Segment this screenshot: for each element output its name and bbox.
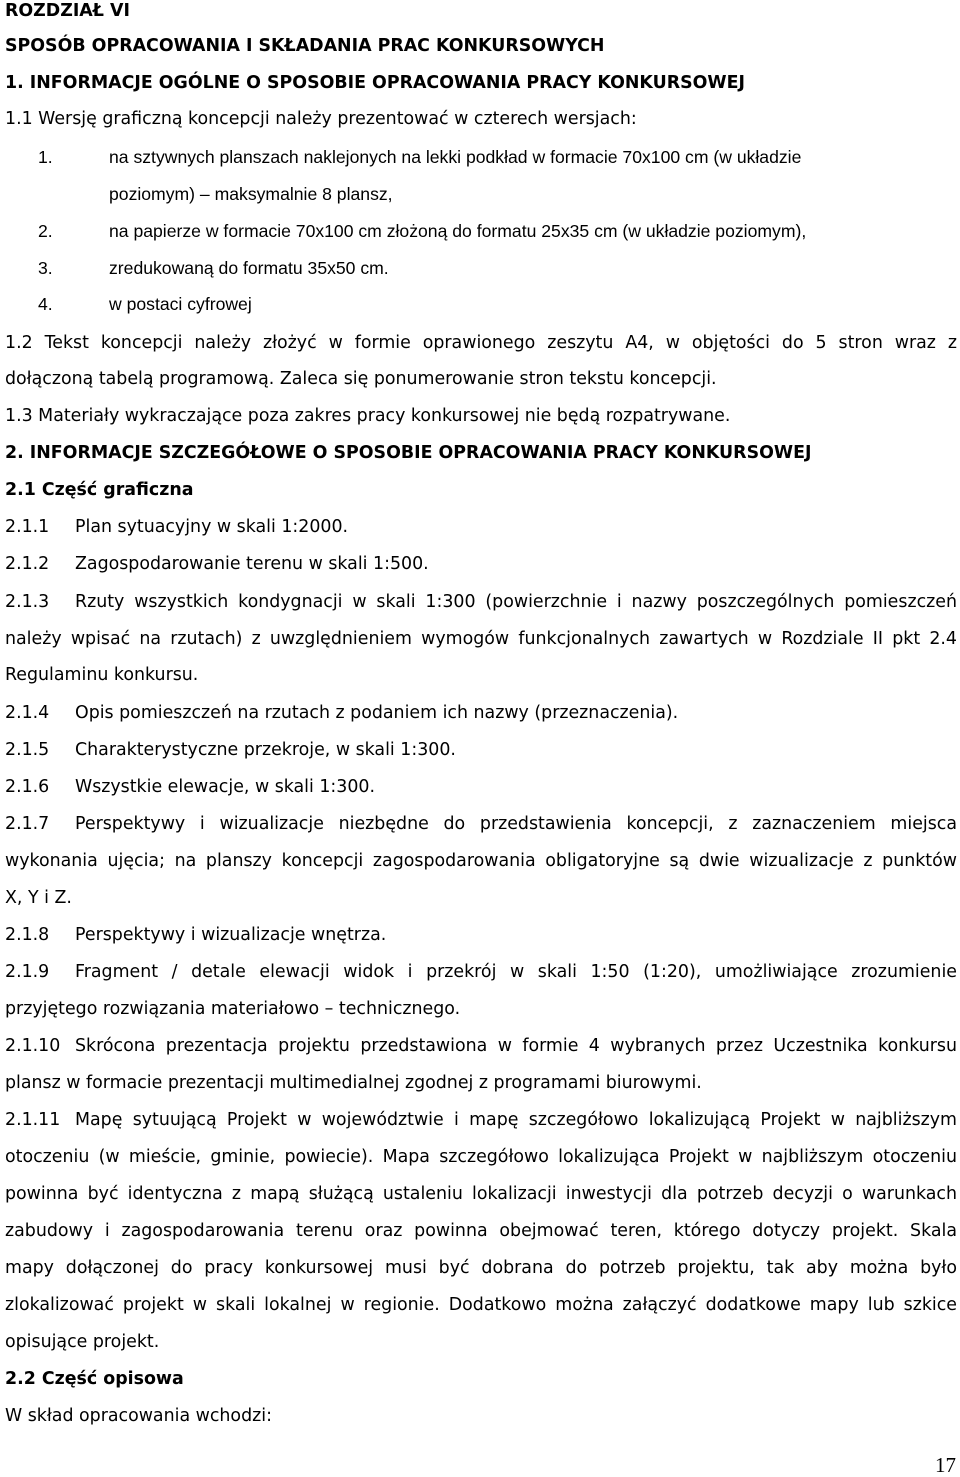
list-text: zredukowaną do formatu 35x50 cm. (109, 258, 389, 278)
item-text: Zagospodarowanie terenu w skali 1:500. (75, 554, 429, 574)
subsection-2-2-intro: W skład opracowania wchodzi: (5, 1406, 272, 1426)
item-2-1-5 (5, 739, 456, 761)
list-number: 4. (38, 294, 53, 314)
item-2-1-3-line: należy wpisać na rzutach) z uwzględnieniem wymogów funkcjonalnych zawartych w Rozdziale II pkt 2.4 (5, 629, 957, 649)
item-number: 2.1.1 (5, 517, 50, 537)
item-text: Opis pomieszczeń na rzutach z podaniem ich nazwy (przeznaczenia). (75, 703, 679, 723)
item-text: Wszystkie elewacje, w skali 1:300. (75, 777, 376, 797)
item-number: 2.1.9 (5, 962, 50, 982)
item-number: 2.1.2 (5, 554, 50, 574)
item-2-1-9-line: przyjętego rozwiązania materiałowo – technicznego. (5, 999, 461, 1019)
page-number: 17 (935, 1453, 956, 1477)
item-2-1-3 (5, 591, 957, 613)
chapter-heading: ROZDZIAŁ VI (5, 1, 130, 21)
paragraph-1-2-line: 1.2 Tekst koncepcji należy złożyć w formie oprawionego zeszytu A4, w objętości do 5 stron wraz z (5, 333, 957, 353)
item-text: Mapę sytuującą Projekt w województwie i mapę szczegółowo lokalizującą Projekt w najbliższym (75, 1110, 957, 1130)
item-2-1-2 (5, 553, 429, 575)
item-number: 2.1.3 (5, 592, 50, 612)
item-text: Perspektywy i wizualizacje wnętrza. (75, 925, 387, 945)
item-number: 2.1.11 (5, 1110, 61, 1130)
section-1-heading: 1. INFORMACJE OGÓLNE O SPOSOBIE OPRACOWANIA PRACY KONKURSOWEJ (5, 73, 745, 93)
item-2-1-10 (5, 1035, 957, 1057)
item-2-1-7-line: X, Y i Z. (5, 888, 72, 908)
list-text: na sztywnych planszach naklejonych na lekki podkład w formacie 70x100 cm (w układzie (109, 147, 802, 167)
list-text: na papierze w formacie 70x100 cm złożoną do formatu 25x35 cm (w układzie poziomym), (109, 221, 807, 241)
item-2-1-4 (5, 702, 678, 724)
section-2-heading: 2. INFORMACJE SZCZEGÓŁOWE O SPOSOBIE OPRACOWANIA PRACY KONKURSOWEJ (5, 443, 812, 463)
list-number: 2. (38, 221, 53, 241)
item-text: Charakterystyczne przekroje, w skali 1:300. (75, 740, 456, 760)
item-2-1-10-line: plansz w formacie prezentacji multimedialnej zgodnej z programami biurowymi. (5, 1073, 702, 1093)
paragraph-1-1-intro: 1.1 Wersję graficzną koncepcji należy prezentować w czterech wersjach: (5, 109, 637, 129)
item-2-1-11-line: powinna być identyczna z mapą służącą ustaleniu lokalizacji inwestycji dla potrzeb decyzji o warunkach (5, 1184, 957, 1204)
item-2-1-3-line: Regulaminu konkursu. (5, 665, 199, 685)
item-2-1-1 (5, 516, 348, 538)
item-number: 2.1.8 (5, 925, 50, 945)
subsection-2-1-heading: 2.1 Część graficzna (5, 480, 194, 500)
item-text: Perspektywy i wizualizacje niezbędne do przedstawienia koncepcji, z zaznaczeniem miejsca (75, 814, 957, 834)
item-text: Rzuty wszystkich kondygnacji w skali 1:300 (powierzchnie i nazwy poszczególnych pomieszczeń (75, 592, 957, 612)
list-text: poziomym) – maksymalnie 8 plansz, (109, 184, 393, 204)
item-2-1-11-line: zlokalizować projekt w skali lokalnej w regionie. Dodatkowo można załączyć dodatkowe mapy lub szkice (5, 1295, 957, 1315)
subsection-2-2-heading: 2.2 Część opisowa (5, 1369, 184, 1389)
item-2-1-6 (5, 776, 375, 798)
item-2-1-11-line: mapy dołączonej do pracy konkursowej musi być dobrana do potrzeb projektu, tak aby można było (5, 1258, 957, 1278)
item-text: Fragment / detale elewacji widok i przekrój w skali 1:50 (1:20), umożliwiające zrozumienie (75, 962, 957, 982)
item-2-1-7 (5, 813, 957, 835)
list-number: 1. (38, 147, 53, 167)
item-2-1-8 (5, 924, 386, 946)
item-2-1-11-line: zabudowy i zagospodarowania terenu oraz powinna obejmować teren, którego dotyczy projekt. Skala (5, 1221, 957, 1241)
chapter-title: SPOSÓB OPRACOWANIA I SKŁADANIA PRAC KONKURSOWYCH (5, 36, 605, 56)
item-2-1-11-line: otoczeniu (w mieście, gminie, powiecie). Mapa szczegółowo lokalizująca Projekt w najbliższym otoczeniu (5, 1147, 957, 1167)
list-text: w postaci cyfrowej (109, 294, 252, 314)
paragraph-1-3: 1.3 Materiały wykraczające poza zakres pracy konkursowej nie będą rozpatrywane. (5, 406, 731, 426)
list-number: 3. (38, 258, 53, 278)
item-number: 2.1.5 (5, 740, 50, 760)
item-2-1-7-line: wykonania ujęcia; na planszy koncepcji zagospodarowania obligatoryjne są dwie wizualizacje z punktów (5, 851, 957, 871)
item-2-1-9 (5, 961, 957, 983)
item-number: 2.1.10 (5, 1036, 61, 1056)
item-text: Plan sytuacyjny w skali 1:2000. (75, 517, 349, 537)
item-2-1-11-line: opisujące projekt. (5, 1332, 160, 1352)
item-text: Skrócona prezentacja projektu przedstawiona w formie 4 wybranych przez Uczestnika konkursu (75, 1036, 957, 1056)
item-number: 2.1.7 (5, 814, 50, 834)
paragraph-1-2-line: dołączoną tabelą programową. Zaleca się ponumerowanie stron tekstu koncepcji. (5, 369, 717, 389)
item-number: 2.1.6 (5, 777, 50, 797)
item-2-1-11 (5, 1109, 957, 1131)
item-number: 2.1.4 (5, 703, 50, 723)
